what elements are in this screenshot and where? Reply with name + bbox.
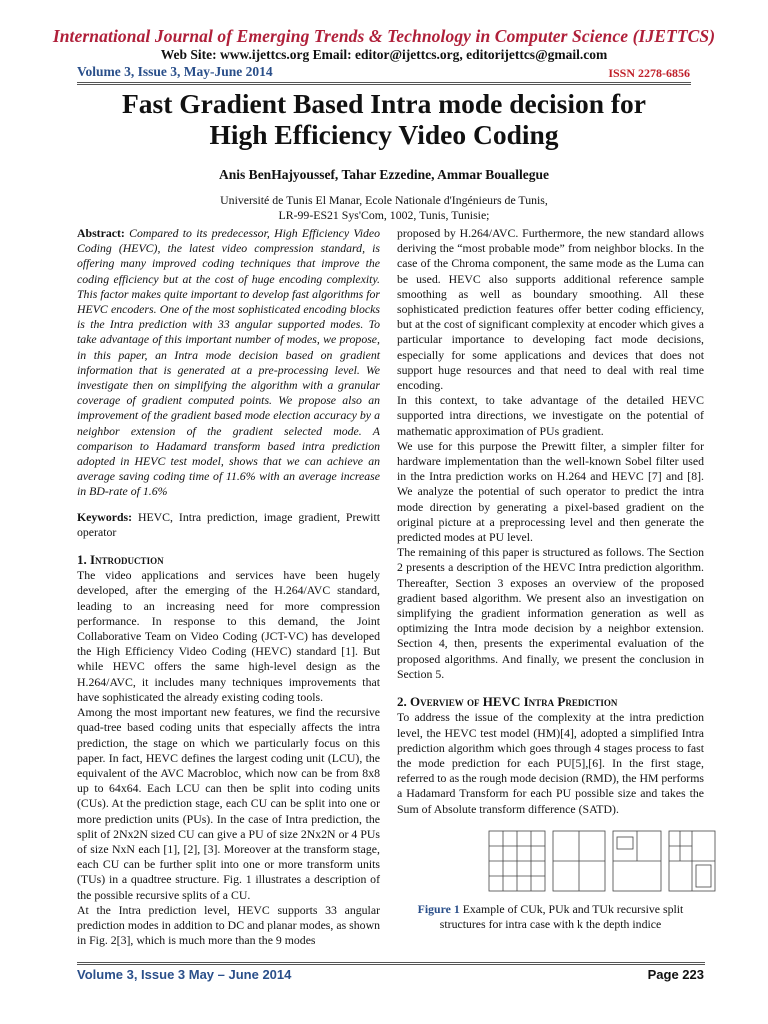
footer-volume: Volume 3, Issue 3 May – June 2014: [77, 967, 292, 982]
footer-divider: [77, 962, 705, 965]
paper-title-line-1: Fast Gradient Based Intra mode decision for: [121, 88, 646, 119]
section-1-number: 1.: [77, 552, 87, 568]
affiliation-line-1: Université de Tunis El Manar, Ecole Nationale d'Ingénieurs de Tunis,: [220, 193, 548, 207]
left-column: [77, 226, 380, 948]
figure-1-label: Figure 1: [417, 901, 460, 916]
section-2-paragraph-1: To address the issue of the complexity at the intra prediction level, the HEVC test model (HM)[4], adopted a simplified Intra prediction algorithm which goes through 4 stages process to fast the mode prediction for each PU[5],[6]. In the first stage, referred to as the rough mode decision (RMD), the HM performs a Hadamard Transform for each PU possible size and takes the Sum of Absolute transform difference (SATD).: [397, 710, 704, 816]
section-1-heading: [77, 552, 380, 567]
journal-title: International Journal of Emerging Trends & Technology in Computer Science (IJETTCS): [52, 26, 716, 46]
authors: Anis BenHajyoussef, Tahar Ezzedine, Ammar Bouallegue: [219, 167, 549, 182]
volume-info: Volume 3, Issue 3, May-June 2014: [77, 64, 273, 79]
section-1-title: Introduction: [90, 552, 164, 568]
section-2-number: 2.: [397, 694, 407, 710]
abstract-text: Compared to its predecessor, High Efficiency Video Coding (HEVC), the latest video compression standard, is offering many improved coding techniques that improve the coding efficiency but at the cost of huge encoding complexity. This factor makes quite important to develop fast algorithms for HEVC encoders. One of the most sophisticated encoding blocks is the Intra prediction with 33 angular supported modes. To take advantage of this important number of modes, we propose, in this paper, an Intra mode decision based on gradient information that is generated at a pre-processing level. We investigate then on simplifying the algorithm with a granular coverage of gradient computed points. We propose also an improvement of the gradient based mode election accuracy by a neighbor extension of the gradient selected mode. A comparison to Hadamard transform based intra prediction adopted in HEVC test model, shows that we can achieve an average saving coding time of 11.6% with an average increase in BD-rate of 1.6%: [77, 226, 380, 499]
paper-title: [40, 88, 728, 150]
affiliation-line-2: LR-99-ES21 Sys'Com, 1002, Tunis, Tunisie;: [278, 208, 490, 222]
journal-website: Web Site: www.ijettcs.org Email: editor@ijettcs.org, editorijettcs@gmail.com: [160, 47, 608, 62]
keywords-text: HEVC, Intra prediction, image gradient, Prewitt operator: [77, 509, 380, 539]
right-paragraph-2: In this context, to take advantage of the detailed HEVC supported intra directions, we investigate on the potential of mathematic approximation of PUs gradient.: [397, 393, 704, 438]
abstract-label: Abstract:: [77, 226, 125, 240]
abstract: [77, 226, 380, 500]
figure-1-diagram: [487, 829, 717, 897]
figure-1-caption: [397, 902, 704, 932]
right-paragraph-3: We use for this purpose the Prewitt filter, a simpler filter for hardware implementation than the well-known Sobel filter used in the Intra prediction works on H.264 and HEVC [7] and [8]. We analyze the potential of such operator to predict the intra mode direction by generating a pixel-based gradient on the original picture at a preprocessing level and then generate the predicted modes at PU level.: [397, 438, 704, 545]
page-number: Page 223: [647, 967, 704, 982]
intro-paragraph-2: Among the most important new features, we find the recursive quad-tree based coding units that especially affects the intra prediction, the stage on which we particularly focus on this paper. In fact, HEVC defines the largest coding unit (LCU), the equivalent of the AVC Macrobloc, which now can be from 8x8 up to 64x64. Each LCU can then be split into coding units (CUs). At the prediction stage, each CU can be split into one or more prediction units (PUs). In the case of Intra prediction, the split of 2Nx2N sized CU can give a PU of size 2Nx2N or 4 PUs of size NxN each [1], [2], [3]. Moreover at the transform stage, each CU can be further split into one or more transform units (TUs) in a quadtree structure. Fig. 1 illustrates a description of the possible recursive splits of a CU.: [77, 705, 380, 902]
right-paragraph-1: proposed by H.264/AVC. Furthermore, the new standard allows deriving the “most probable mode” from neighbor blocks. In the case of the Chroma component, the same mode as the Luma can be used. HEVC also supports additional reference sample smoothing as well as boundary smoothing. All these sophisticated prediction features offer better coding efficiency, but at the cost of significant complexity at encoder which gives a particular importance to developing fact mode decisions, especially for some applications and devices that does not support huge resources and that need to deal with real time encoding.: [397, 226, 704, 393]
intro-paragraph-3: At the Intra prediction level, HEVC supports 33 angular prediction modes in addition to DC and planar modes, as shown in Fig. 2[3], which is much more than the 9 modes: [77, 902, 380, 948]
section-2-title: Overview of HEVC Intra Prediction: [410, 694, 618, 710]
section-2-heading: [397, 694, 704, 709]
right-paragraph-4: The remaining of this paper is structured as follows. The Section 2 presents a description of the HEVC Intra prediction algorithm. Thereafter, Section 3 exposes an overview of the proposed gradient based algorithm. We present also an investigation on simplifying the gradient information generation as well as optimizing the Intra mode decision by a neighbor extension. Section 4, then, presents the experimental evaluation of the proposed algorithms. And finally, we present the conclusion in Section 5.: [397, 545, 704, 681]
paper-title-line-2: High Efficiency Video Coding: [209, 119, 559, 150]
affiliation: [0, 193, 768, 223]
cu-split-diagram: [487, 829, 717, 897]
figure-1-caption-text: Example of CUk, PUk and TUk recursive split structures for intra case with k the depth indice: [439, 901, 684, 931]
intro-paragraph-1: The video applications and services have been hugely developed, after the emerging of the H.264/AVC standard, leading to an increasing need for more compression performance. In response to this demand, the Joint Collaborative Team on Video Coding (JCT-VC) has developed the High Efficiency Video Coding (HEVC) standard [1]. But while HEVC offers the same high-level design as the H.264/AVC, it includes many techniques improvements that have sophisticated the already existing coding tools.: [77, 568, 380, 704]
issn: ISSN 2278-6856: [608, 66, 690, 80]
header-divider: [77, 82, 691, 85]
keywords-label: Keywords:: [77, 509, 133, 524]
keywords: [77, 510, 380, 540]
right-column: [397, 226, 704, 932]
